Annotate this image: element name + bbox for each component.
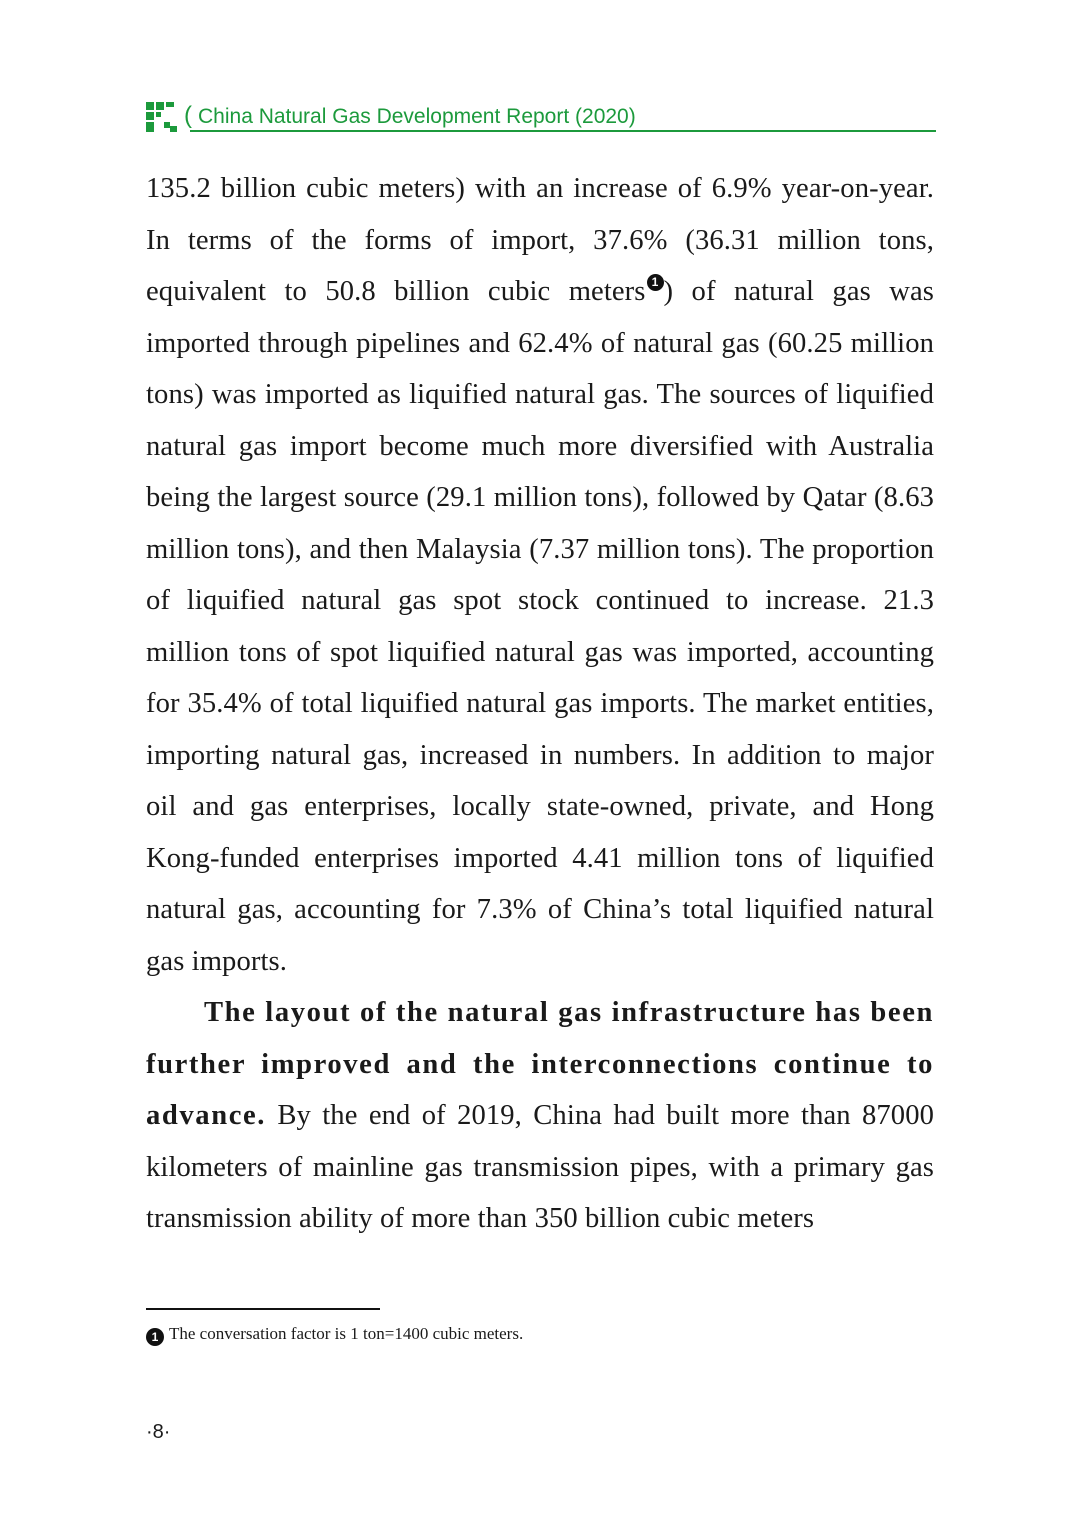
footnote-text: The conversation factor is 1 ton=1400 cubic meters. [169, 1324, 524, 1343]
paragraph-imports-text-1: 135.2 billion cubic meters) with an increase of 6.9% year-on-year. In terms of the forms of import, 37.6% (36.31 million tons, equivalent to 50.8 billion cubic meters [146, 173, 934, 307]
footnote-reference-marker[interactable]: 1 [647, 274, 664, 291]
paragraph-infrastructure-text: By the end of 2019, China had built more than 87000 kilometers of mainline gas transmission pipes, with a primary gas transmission ability of more than 350 billion cubic meters [146, 1100, 934, 1234]
paragraph-imports [146, 163, 934, 987]
running-header [146, 100, 936, 134]
body-text [146, 163, 934, 1245]
header-bracket: ( [184, 102, 192, 129]
paragraph-infrastructure [146, 987, 934, 1245]
page-number: ·8· [146, 1421, 171, 1443]
footnote-divider [146, 1308, 380, 1310]
report-logo-icon [146, 102, 178, 132]
header-rule [190, 130, 936, 132]
paragraph-imports-text-2: ) of natural gas was imported through pipelines and 62.4% of natural gas (60.25 million tons) was imported as liquified natural gas. The sources of liquified natural gas import become much more diversified with Australia being the largest source (29.1 million tons), followed by Qatar (8.63 million tons), and then Malaysia (7.37 million tons). The proportion of liquified natural gas spot stock continued to increase. 21.3 million tons of spot liquified natural gas was imported, accounting for 35.4% of total liquified natural gas imports. The market entities, importing natural gas, increased in numbers. In addition to major oil and gas enterprises, locally state-owned, private, and Hong Kong-funded enterprises imported 4.41 million tons of liquified natural gas, accounting for 7.3% of China’s total liquified natural gas imports. [146, 276, 934, 977]
header-title: China Natural Gas Development Report (2020) [198, 105, 636, 128]
paragraph-infrastructure-heading: The layout of the natural gas infrastructure has been further improved and the interconnections continue to advance. [146, 997, 934, 1131]
footnote-marker: 1 [146, 1328, 164, 1346]
footnote [146, 1322, 523, 1346]
